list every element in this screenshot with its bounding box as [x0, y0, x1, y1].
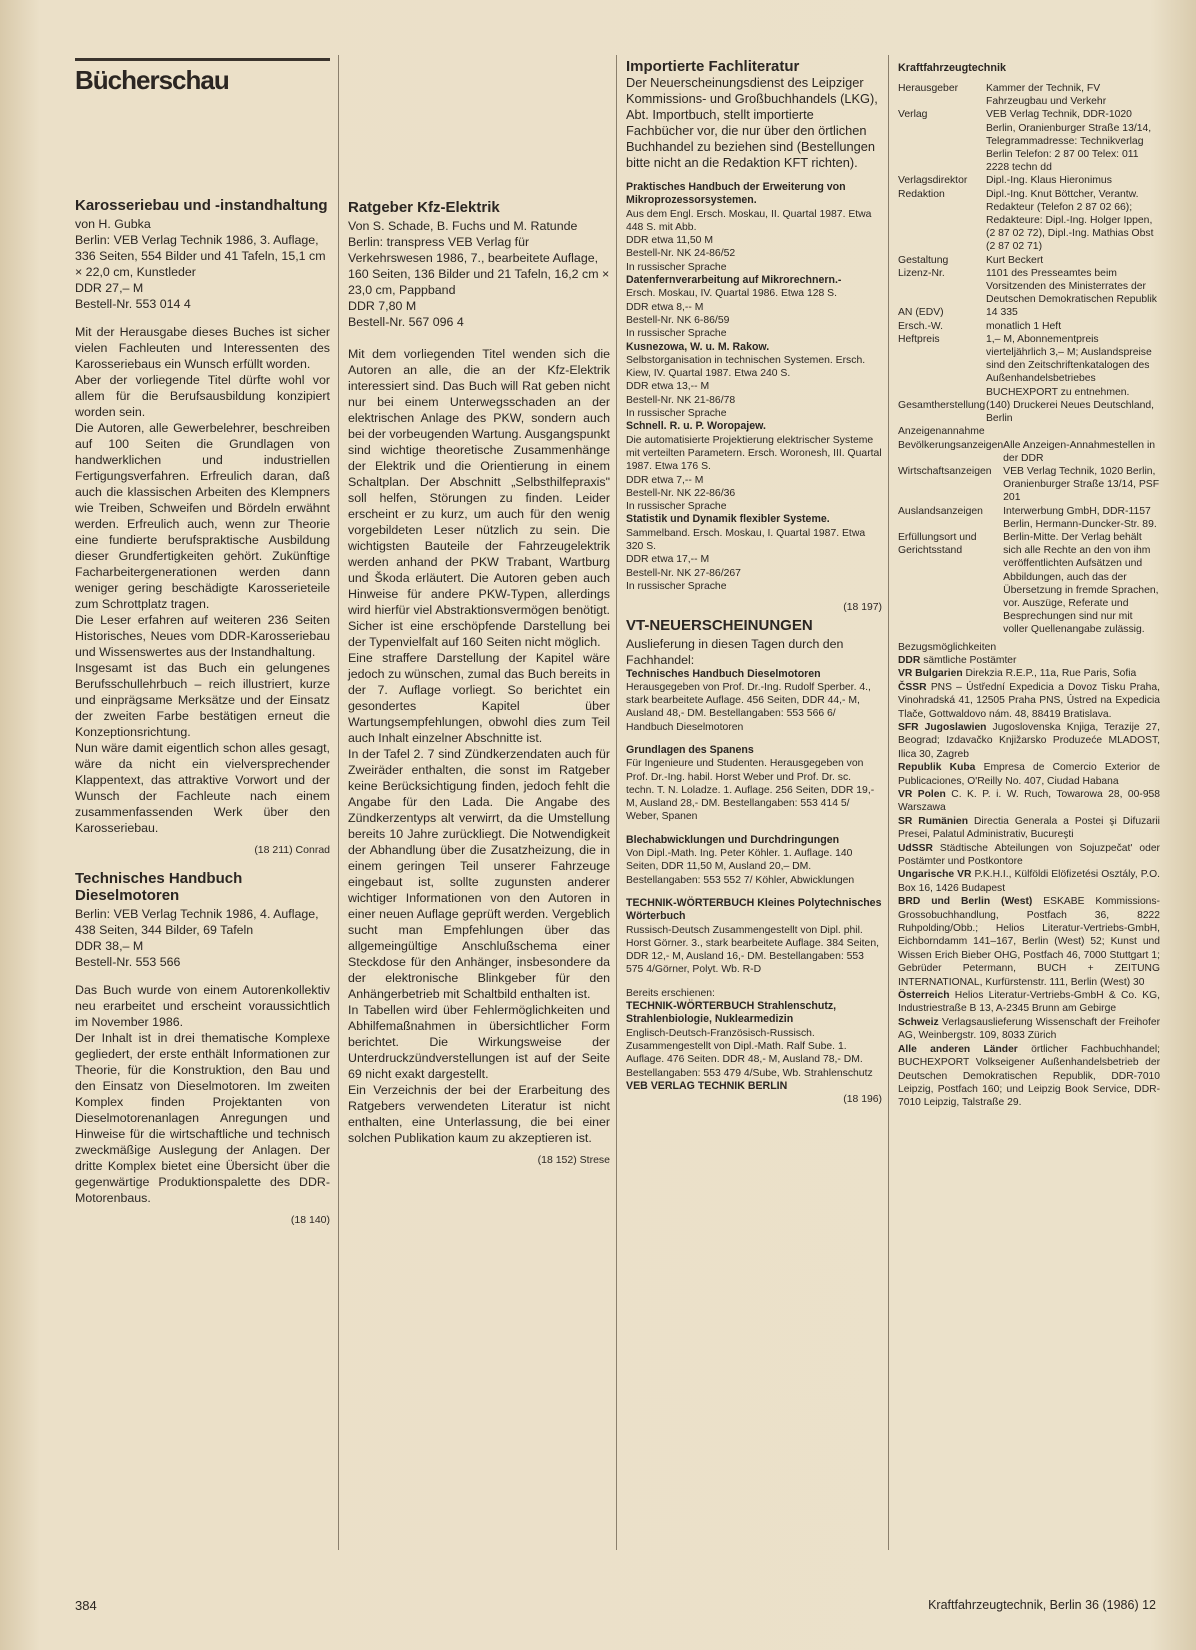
- import-item-language: In russischer Sprache: [626, 501, 727, 513]
- imprint-heading: Kraftfahrzeugtechnik: [898, 62, 1006, 74]
- review-paragraph: In Tabellen wird über Fehlermöglichkeiten und Abhilfemaßnahmen in übersichtlicher Form berichtet. Die Wirkungsweise der Unterdruckzündverstellungen ist auf der Seite 69 nicht exakt dargestellt.: [348, 1003, 610, 1081]
- vt-intro: Auslieferung in diesen Tagen durch den Fachhandel:: [626, 636, 844, 667]
- supply-entry: [898, 654, 1160, 667]
- supply-text: ESKABE Kommissions-Grossobuchhandlung, Postfach 36, 8222 Ruhpolding/Obb.; Helios Literatur-Vertriebs-GmbH, Eichborndamm 141–167, Berlin (West) 52; Kunst und Wissen Erich Bieber OHG, Postfach 46, 7000 Stuttgart 1; Gebrüder Petermann, BUCH + ZEITUNG INTERNATIONAL, Kurfürstenstr. 111, Berlin (West) 30: [898, 896, 1160, 988]
- review-reference: (18 140): [290, 1214, 330, 1226]
- review-paragraph: In der Tafel 2. 7 sind Zündkerzendaten auch für Zweiräder enthalten, die sonst im Ratgeber keine Berücksichtigung finden, jedoch fehlt die Angabe für den Lada. Die Angabe des Zündkerzentyps alt verwirrt, da die Umstellung bereits 10 Jahre zurückliegt. Die Notwendigkeit der Abhandlung über die Zusatzheizung, die in einem geringen Teil unserer Fahrzeuge eingebaut ist, sollte zugunsten anderer wichtiger Informationen von den Autoren in einer neuen Auflage geprüft werden. Vergeblich sucht man Empfehlungen über das allgemeingültige Anschlußschema einer Steckdose für den Anhänger, insbesondere da der elektronische Blinkgeber für den Anhängerbetrieb mit Schaltbild enthalten ist.: [348, 747, 610, 1001]
- vt-heading: VT-NEUERSCHEINUNGEN: [626, 616, 813, 634]
- import-item-title: Datenfernverarbeitung auf Mikrorechnern.-: [626, 274, 842, 287]
- supply-country: BRD und Berlin (West): [898, 896, 1033, 908]
- column-divider: [888, 55, 889, 1550]
- supply-country: ČSSR: [898, 681, 927, 693]
- imprint-key: Verlag: [898, 109, 928, 121]
- supply-country: VR Bulgarien: [898, 668, 963, 680]
- imprint-row: [898, 333, 1160, 399]
- ads-table: [898, 439, 1160, 637]
- imprint-value: Kammer der Technik, FV Fahrzeugbau und Verkehr: [986, 83, 1107, 108]
- import-item: [626, 513, 882, 593]
- supply-text: Städtische Abteilungen von Sojuzpečat' oder Postämter und Postkontore: [898, 842, 1160, 868]
- review-paragraph: Die Leser erfahren auf weiteren 236 Seiten Historisches, Neues vom DDR-Karosseriebau und Wissenswertes aus der Instandhaltung.: [75, 613, 330, 659]
- column-divider: [338, 55, 339, 1550]
- import-item-price: DDR etwa 17,-- M: [626, 554, 710, 566]
- import-item: [626, 274, 882, 340]
- imprint-value: Berlin-Mitte. Der Verlag behält sich alle Rechte an den von ihm veröffentlichten Aufsätzen und Abbildungen, auch das der Übersetzung in fremde Sprachen, vor. Auszüge, Referate und Besprechungen sind nur mit voller Quellenangabe zulässig.: [1003, 532, 1159, 636]
- supply-country: SFR Jugoslawien: [898, 721, 987, 733]
- imprint-value: VEB Verlag Technik, DDR-1020 Berlin, Oranienburger Straße 13/14, Telegrammadresse: Technikverlag Berlin Telefon: 2 87 00 Telex: 011 2228 techn dd: [986, 109, 1152, 174]
- import-item: [626, 181, 882, 274]
- imprint-value: 1101 des Presseamtes beim Vorsitzenden des Ministerrates der Deutschen Demokratischen Republik: [986, 267, 1157, 306]
- review-paragraph: Eine straffere Darstellung der Kapitel wäre jedoch zu wünschen, zumal das Buch bereits in der 7. Auflage vorliegt. So berichtet ein gesondertes Kapitel über Wartungsempfehlungen, obwohl dies zum Teil auch Inhalt einzelner Abschnitte ist.: [348, 651, 610, 745]
- import-item-text: Ersch. Moskau, IV. Quartal 1986. Etwa 128 S.: [626, 288, 838, 300]
- imprint-key: Herausgeber: [898, 83, 959, 94]
- review-paragraph: Aber der vorliegende Titel dürfte wohl vor allem für die Berufsausbildung konzipiert worden sein.: [75, 373, 330, 419]
- imprint-value: Dipl.-Ing. Knut Böttcher, Verantw. Redakteur (Telefon 2 87 02 66); Redakteure: Dipl.-Ing. Holger Ippen, (2 87 02 72), Dipl.-Ing. Mathias Obst (2 87 02 71): [986, 188, 1154, 253]
- supply-text: Verlagsauslieferung Wissenschaft der Freihofer AG, Weinbergstr. 109, 8033 Zürich: [898, 1016, 1160, 1042]
- review-text: [348, 346, 610, 1146]
- review-text: [75, 324, 330, 836]
- vt-item-title: Grundlagen des Spanens: [626, 743, 754, 756]
- imprint-row: [898, 399, 1160, 425]
- vt-item-text: Russisch-Deutsch Zusammengestellt von Dipl. phil. Horst Görner. 3., stark bearbeitete Auflage. 384 Seiten, DDR 12,- M, Ausland 16,- DM. Bestellangaben: 553 575 4/Görner, Polyt. Wb. R-D: [626, 924, 879, 976]
- supply-entry: [898, 868, 1160, 895]
- book-meta: Berlin: VEB Verlag Technik 1986, 3. Auflage, 336 Seiten, 554 Bilder und 41 Tafeln, 15,1 cm × 22,0 cm, Kunstleder: [75, 233, 326, 279]
- column-divider: [616, 55, 617, 1550]
- book-order-number: Bestell-Nr. 553 014 4: [75, 297, 191, 311]
- book-title: Ratgeber Kfz-Elektrik: [348, 199, 500, 216]
- vt-item: [626, 897, 882, 977]
- review-paragraph: Mit dem vorliegenden Titel wenden sich die Autoren an alle, die an der Kfz-Elektrik interessiert sind. Das Buch will Rat geben nicht nur bei einem Unterwegsschaden an der elektrischen Anlage des PKW, sondern auch bei der vorbeugenden Wartung. Ausgangspunkt sind wichtige theoretische Zusammenhänge der Elektrik und die Orientierung in einem Schaltplan. Der Abschnitt „Selbsthilfepraxis" soll helfen, Störungen zu finden. Leider erscheint er zu kurz, um auch für den wenig vorgebildeten Leser nützlich zu sein. Die wichtigsten Bauteile der Fahrzeugelektrik werden anhand der PKW Trabant, Wartburg und Škoda erläutert. Die Autoren geben auch Hinweise für andere PKW-Typen, allerdings wird hierfür viel Abstraktionsvermögen benötigt. Sicher ist eine erschöpfende Darstellung bei der Typenvielfalt auf 160 Seiten nicht möglich.: [348, 347, 610, 649]
- vt-item-text: Von Dipl.-Math. Ing. Peter Köhler. 1. Auflage. 140 Seiten, DDR 11,50 M, Ausland 20,– DM. Bestellangaben: 553 552 7/ Köhler, Abwicklungen: [626, 848, 855, 886]
- supply-entry: [898, 989, 1160, 1016]
- imprint-key: Verlagsdirektor: [898, 175, 968, 187]
- already-label: Bereits erschienen:: [626, 987, 715, 999]
- imprint-value: Alle Anzeigen-Annahmestellen in der DDR: [1003, 439, 1156, 464]
- supply-country: Österreich: [898, 990, 950, 1002]
- imprint-value: 1,– M, Abonnementpreis vierteljährlich 3,– M; Auslandspreise sind den Zeitschriftenkatalogen des Außenhandelsbetriebes BUCHEXPORT zu entnehmen.: [986, 333, 1152, 398]
- supply-entry: [898, 1016, 1160, 1043]
- review-paragraph: Insgesamt ist das Buch ein gelungenes Berufsschullehrbuch – reich illustriert, kurze und einprägsame Merksätze und der Einsatz der zweiten Farbe bestätigen erneut die Konzeptionsrichtung.: [75, 661, 330, 739]
- review-paragraph: Mit der Herausgabe dieses Buches ist sicher vielen Fachleuten und Interessenten des Karosseriebaus ein Wunsch erfüllt worden.: [75, 325, 330, 371]
- book-author: Von S. Schade, B. Fuchs und M. Ratunde: [348, 219, 578, 233]
- imprint-row: [898, 505, 1160, 531]
- import-item-text: Die automatisierte Projektierung elektrischer Systeme mit verteilten Parametern. Ersch. Woronesh, III. Quartal 1987. Etwa 176 S.: [626, 434, 882, 473]
- column-2: [348, 199, 610, 1166]
- import-item-order: Bestell-Nr. NK 21-86/78: [626, 394, 736, 406]
- supply-list: [898, 654, 1160, 1110]
- import-item-order: Bestell-Nr. NK 24-86/52: [626, 248, 736, 260]
- column-1: [75, 197, 330, 1226]
- book-order-number: Bestell-Nr. 567 096 4: [348, 315, 464, 329]
- supply-country: Alle anderen Länder: [898, 1043, 1018, 1055]
- import-item-title: Statistik und Dynamik flexibler Systeme.: [626, 513, 830, 526]
- imprint-value: VEB Verlag Technik, 1020 Berlin, Oranienburger Straße 13/14, PSF 201: [1003, 465, 1160, 504]
- imprint-row: [898, 267, 1160, 307]
- imprint-key: Wirtschaftsanzeigen: [898, 465, 992, 477]
- import-item-price: DDR etwa 8,-- M: [626, 301, 704, 313]
- supply-text: Empresa de Comercio Exterior de Publicaciones, O'Reilly No. 407, Ciudad Habana: [898, 762, 1160, 787]
- review-karosseriebau: [75, 197, 330, 856]
- imprint-table: [898, 82, 1160, 425]
- imprint-key: Erfüllungsort und Gerichtsstand: [898, 532, 977, 557]
- column-3: [626, 58, 882, 1106]
- imprint-row: [898, 254, 1160, 267]
- imprint-row: [898, 188, 1160, 254]
- import-item-price: DDR etwa 7,-- M: [626, 474, 704, 486]
- review-paragraph: Die Autoren, alle Gewerbelehrer, beschreiben auf 100 Seiten die Grundlagen von handwerklichen und industriellen Fertigungsverfahren. Erfreulich daran, daß auch die klassischen Arbeiten des Klempners wie Treiben, Schweifen und Bördeln erwähnt werden. Erfreulich auch, wenn zur Theorie eine fundierte berufspraktische Ausbildung dieser Grundfertigkeiten gehört. Zukünftige Facharbeitergenerationen werden dann weniger gering beschädigte Karosserieteile zum Schrottplatz tragen.: [75, 421, 330, 611]
- supply-label: Bezugsmöglichkeiten: [898, 641, 997, 653]
- supply-country: Ungarische VR: [898, 869, 972, 881]
- import-item: [626, 341, 882, 421]
- journal-footer: Kraftfahrzeugtechnik, Berlin 36 (1986) 12: [928, 1598, 1156, 1612]
- import-item-text: Selbstorganisation in technischen Systemen. Ersch. Kiew, IV. Quartal 1987. Etwa 240 S.: [626, 354, 866, 380]
- imprint-key: Lizenz-Nr.: [898, 267, 945, 279]
- import-intro: Der Neuerscheinungsdienst des Leipziger Kommissions- und Großbuchhandels (LKG), Abt. Importbuch, stellt importierte Fachbücher vor, die nur über den örtlichen Buchhandel zu beziehen sind (Bestellungen bitte nicht an die Redaktion KFT richten).: [626, 75, 878, 170]
- book-title: Karosseriebau und -instandhaltung: [75, 197, 328, 214]
- imprint-row: [898, 82, 1160, 108]
- import-item-order: Bestell-Nr. NK 22-86/36: [626, 487, 736, 499]
- review-text: [75, 982, 330, 1206]
- import-list: [626, 181, 882, 593]
- imprint-key: Bevölkerungsanzeigen: [898, 439, 1004, 451]
- import-item-language: In russischer Sprache: [626, 261, 727, 273]
- imprint-value: 14 335: [986, 307, 1018, 319]
- review-dieselmotoren: [75, 870, 330, 1226]
- imprint-key: Gesamtherstellung: [898, 399, 986, 411]
- page-number: 384: [75, 1598, 97, 1613]
- imprint-row: [898, 531, 1160, 637]
- import-item-language: In russischer Sprache: [626, 580, 727, 592]
- vt-item-text: Herausgegeben von Prof. Dr.-Ing. Rudolf Sperber. 4., stark bearbeitete Auflage. 456 Seiten, DDR 44,- M, Ausland 48,- DM. Bestellangaben: 553 566 6/ Handbuch Dieselmotoren: [626, 681, 871, 733]
- book-meta: Berlin: VEB Verlag Technik 1986, 4. Auflage, 438 Seiten, 344 Bilder, 69 Tafeln: [75, 907, 319, 937]
- publisher-name: VEB VERLAG TECHNIK BERLIN: [626, 1079, 788, 1092]
- supply-country: Republik Kuba: [898, 762, 976, 774]
- supply-country: SR Rumänien: [898, 815, 969, 827]
- already-text: Englisch-Deutsch-Französisch-Russisch. Zusammengestellt von Dipl.-Math. Ralf Sube. 1. Auflage. 476 Seiten. DDR 48,- M, Ausland 78,- DM. Bestellangaben: 553 479 4/Sube, Wb. Strahlenschutz: [626, 1027, 873, 1079]
- vt-item: [626, 744, 882, 824]
- supply-entry: [898, 667, 1160, 680]
- book-title: Technisches Handbuch Dieselmotoren: [75, 870, 243, 904]
- review-reference: (18 152) Strese: [537, 1154, 610, 1166]
- import-item-order: Bestell-Nr. NK 6-86/59: [626, 314, 730, 326]
- supply-text: örtlicher Fachbuchhandel; BUCHEXPORT Volkseigener Außenhandelsbetrieb der Deutschen Demokratischen Republik, DDR-7010 Leipzig, Postfach 160; und Leipzig Book Service, DDR-7010 Leipzig, Talstraße 29.: [898, 1043, 1160, 1109]
- review-paragraph: Der Inhalt ist in drei thematische Komplexe gegliedert, der erste enthält Informationen zur Theorie, für die Konstruktion, den Bau und den Einsatz von Dieselmotoren. Im zweiten Komplex finden Projektanten von Dieselmotorenanlagen Anregungen und Hinweise für die wirtschaftliche und technisch zweckmäßige Auslegung der Anlagen. Der dritte Komplex bietet eine Übersicht über die gegenwärtige Produktionspalette des DDR-Motorenbaus.: [75, 1031, 330, 1205]
- imprint-row: [898, 320, 1160, 333]
- book-meta: Berlin: transpress VEB Verlag für Verkehrswesen 1986, 7., bearbeitete Auflage, 160 Seiten, 136 Bilder und 21 Tafeln, 16,2 cm × 23,0 cm, Pappband: [348, 235, 610, 297]
- supply-text: P.K.H.I., Külföldi Elöfizetési Osztály, P.O. Box 16, 1426 Budapest: [898, 869, 1160, 894]
- imprint-value: Interwerbung GmbH, DDR-1157 Berlin, Hermann-Duncker-Str. 89.: [1003, 505, 1157, 530]
- supply-text: Direkzia R.E.P., 11a, Rue Paris, Sofia: [965, 668, 1137, 680]
- import-item: [626, 420, 882, 513]
- book-price: DDR 27,– M: [75, 281, 144, 295]
- supply-entry: [898, 842, 1160, 869]
- import-item-language: In russischer Sprache: [626, 408, 727, 420]
- vt-list: [626, 668, 882, 977]
- supply-country: Schweiz: [898, 1016, 939, 1028]
- imprint-row: [898, 439, 1160, 465]
- supply-entry: [898, 721, 1160, 761]
- review-paragraph: Nun wäre damit eigentlich schon alles gesagt, wäre da nicht ein vielversprechender Klappentext, das attraktive Vorwort und der Wunsch der Fachleute nach einem zusammenfassenden Werk über den Karosseriebau.: [75, 741, 330, 835]
- imprint-value: monatlich 1 Heft: [986, 320, 1062, 332]
- import-item-title: Schnell. R. u. P. Woropajew.: [626, 420, 766, 433]
- import-item-language: In russischer Sprache: [626, 328, 727, 340]
- imprint-key: Gestaltung: [898, 254, 949, 266]
- imprint-key: Heftpreis: [898, 333, 940, 345]
- supply-entry: [898, 788, 1160, 815]
- vt-reference: (18 196): [843, 1094, 882, 1106]
- column-4: [898, 62, 1160, 1110]
- imprint-value: Dipl.-Ing. Klaus Hieronimus: [986, 175, 1112, 187]
- supply-text: Helios Literatur-Vertriebs-GmbH & Co. KG, Industriestraße B 13, A-2345 Brunn am Gebirge: [898, 990, 1160, 1015]
- imprint-key: Redaktion: [898, 188, 945, 200]
- supply-country: DDR: [898, 654, 921, 666]
- review-paragraph: Ein Verzeichnis der bei der Erarbeitung des Ratgebers verwendeten Literatur ist nicht enthalten, eine Unterlassung, die bei einer solchen Publikation kaum zu akzeptieren ist.: [348, 1083, 610, 1145]
- import-item-text: Aus dem Engl. Ersch. Moskau, II. Quartal 1987. Etwa 448 S. mit Abb.: [626, 208, 872, 233]
- supply-entry: [898, 681, 1160, 721]
- imprint-row: [898, 306, 1160, 319]
- import-item-title: Praktisches Handbuch der Erweiterung von Mikroprozessorsystemen.: [626, 181, 846, 207]
- import-reference: (18 197): [843, 602, 882, 614]
- vt-item-title: Technisches Handbuch Dieselmotoren: [626, 667, 821, 680]
- book-author: von H. Gubka: [75, 217, 151, 231]
- imprint-row: [898, 465, 1160, 505]
- imprint-key: Ersch.-W.: [898, 320, 944, 332]
- review-paragraph: Das Buch wurde von einem Autorenkollektiv neu erarbeitet und erscheint voraussichtlich im November 1986.: [75, 983, 330, 1029]
- supply-entry: [898, 895, 1160, 989]
- import-item-price: DDR etwa 11,50 M: [626, 235, 714, 247]
- supply-text: PNS – Ústřední Expedicia a Dovoz Tisku Praha, Vinohradská 41, 12505 Praha PNS, Ústred na Expedicia Tlače, Gottwaldovo nám. 48, 88419 Bratislava.: [898, 681, 1160, 720]
- imprint-row: [898, 108, 1160, 174]
- import-item-title: Kusnezowa, W. u. M. Rakow.: [626, 340, 770, 353]
- book-order-number: Bestell-Nr. 553 566: [75, 955, 181, 969]
- imprint-value: (140) Druckerei Neues Deutschland, Berlin: [986, 399, 1155, 425]
- imprint-key: Auslandsanzeigen: [898, 505, 983, 517]
- supply-entry: [898, 761, 1160, 788]
- already-title: TECHNIK-WÖRTERBUCH Strahlenschutz, Strahlenbiologie, Nuklearmedizin: [626, 1000, 837, 1026]
- book-price: DDR 7,80 M: [348, 299, 417, 313]
- import-item-order: Bestell-Nr. NK 27-86/267: [626, 567, 741, 579]
- review-reference: (18 211) Conrad: [254, 844, 330, 856]
- supply-country: UdSSR: [898, 842, 933, 854]
- vt-item: [626, 668, 882, 734]
- import-item-price: DDR etwa 13,-- M: [626, 381, 710, 393]
- supply-entry: [898, 815, 1160, 842]
- supply-text: C. K. P. i. W. Ruch, Towarowa 28, 00-958 Warszawa: [898, 788, 1160, 814]
- supply-text: Directia Generala a Postei şi Difuzarii Presei, Palatul Administrativ, Bucureşti: [898, 815, 1160, 841]
- imprint-value: Kurt Beckert: [986, 254, 1044, 266]
- supply-entry: [898, 1043, 1160, 1110]
- ads-label: Anzeigenannahme: [898, 426, 985, 438]
- vt-item-text: Für Ingenieure und Studenten. Herausgegeben von Prof. Dr.-Ing. habil. Horst Weber und Prof. Dr. sc. techn. T. N. Loladze. 1. Auflage. 256 Seiten, DDR 19,- M, Ausland 28,- DM. Bestellangaben: 553 414 5/ Weber, Spanen: [626, 758, 875, 823]
- supply-country: VR Polen: [898, 788, 946, 800]
- book-price: DDR 38,– M: [75, 939, 144, 953]
- supply-text: Jugoslovenska Knjiga, Terazije 27, Beograd; Izdavačko Knjižarsko Produzeće MLADOST, Ilica 30, Zagreb: [898, 721, 1160, 760]
- vt-item: [626, 834, 882, 887]
- import-heading: Importierte Fachliteratur: [626, 58, 800, 75]
- import-item-text: Sammelband. Ersch. Moskau, I. Quartal 1987. Etwa 320 S.: [626, 527, 866, 553]
- vt-item-title: TECHNIK-WÖRTERBUCH Kleines Polytechnisches Wörterbuch: [626, 896, 882, 923]
- imprint-row: [898, 174, 1160, 187]
- imprint-key: AN (EDV): [898, 307, 944, 319]
- section-title: Bücherschau: [75, 58, 330, 96]
- supply-text: sämtliche Postämter: [923, 654, 1017, 666]
- vt-item-title: Blechabwicklungen und Durchdringungen: [626, 833, 840, 846]
